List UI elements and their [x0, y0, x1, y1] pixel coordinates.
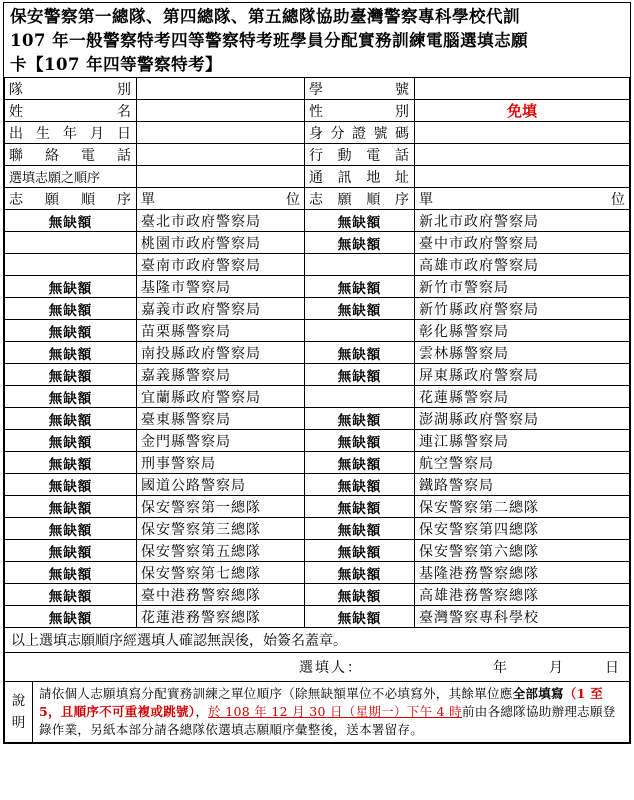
address-input[interactable] — [415, 166, 630, 188]
unit-row — [5, 342, 630, 364]
left-order-cell[interactable]: 無缺額 — [5, 474, 137, 496]
left-unit-name: 保安警察第三總隊 — [137, 518, 305, 540]
unit-row — [5, 408, 630, 430]
note-red-order: （1 至 5，且順序不可重複或跳號） — [39, 686, 604, 719]
right-order-cell[interactable] — [305, 254, 415, 276]
left-order-cell[interactable]: 無缺額 — [5, 496, 137, 518]
date-fields — [493, 657, 625, 677]
order-input[interactable] — [137, 166, 305, 188]
header-order-right: 志願順序 — [305, 188, 415, 210]
unit-row — [5, 474, 630, 496]
right-unit-name: 澎湖縣政府警察局 — [415, 408, 630, 430]
left-unit-name: 刑事警察局 — [137, 452, 305, 474]
unit-row — [5, 320, 630, 342]
left-order-cell[interactable]: 無缺額 — [5, 562, 137, 584]
phone-label: 聯絡電話 — [5, 144, 137, 166]
id-input[interactable] — [415, 122, 630, 144]
name-label: 姓名 — [5, 100, 137, 122]
left-order-cell[interactable]: 無缺額 — [5, 584, 137, 606]
left-order-cell[interactable]: 無缺額 — [5, 606, 137, 628]
right-order-cell[interactable]: 無缺額 — [305, 232, 415, 254]
team-label: 隊別 — [5, 78, 137, 100]
right-unit-name: 基隆港務警察總隊 — [415, 562, 630, 584]
right-unit-name: 連江縣警察局 — [415, 430, 630, 452]
left-unit-name: 桃園市政府警察局 — [137, 232, 305, 254]
left-unit-name: 南投縣政府警察局 — [137, 342, 305, 364]
title-line-1: 保安警察第一總隊、第四總隊、第五總隊協助臺灣警察專科學校代訓 — [10, 7, 520, 26]
right-unit-name: 保安警察第二總隊 — [415, 496, 630, 518]
right-order-cell[interactable]: 無缺額 — [305, 496, 415, 518]
unit-row — [5, 540, 630, 562]
unit-row — [5, 584, 630, 606]
signature-row — [5, 653, 630, 682]
left-unit-name: 金門縣警察局 — [137, 430, 305, 452]
unit-row — [5, 298, 630, 320]
unit-row — [5, 210, 630, 232]
unit-row — [5, 276, 630, 298]
right-order-cell[interactable] — [305, 386, 415, 408]
note-part-2: ， — [195, 704, 209, 719]
left-order-cell[interactable]: 無缺額 — [5, 364, 137, 386]
note-label-2: 明 — [11, 715, 26, 731]
right-order-cell[interactable]: 無缺額 — [305, 210, 415, 232]
left-unit-name: 嘉義縣警察局 — [137, 364, 305, 386]
left-unit-name: 臺南市政府警察局 — [137, 254, 305, 276]
unit-row — [5, 562, 630, 584]
row-order — [5, 166, 630, 188]
mobile-label: 行動電話 — [305, 144, 415, 166]
note-text — [33, 682, 630, 743]
right-order-cell[interactable] — [305, 320, 415, 342]
unit-list — [5, 210, 630, 628]
year-label: 年 — [493, 660, 507, 676]
unit-row — [5, 364, 630, 386]
right-order-cell[interactable]: 無缺額 — [305, 298, 415, 320]
right-unit-name: 屏東縣政府警察局 — [415, 364, 630, 386]
right-order-cell[interactable]: 無缺額 — [305, 518, 415, 540]
phone-input[interactable] — [137, 144, 305, 166]
note-label-1: 說 — [11, 693, 26, 709]
row-name — [5, 100, 630, 122]
confirm-row — [5, 628, 630, 653]
unit-row — [5, 606, 630, 628]
right-unit-name: 彰化縣警察局 — [415, 320, 630, 342]
note-bold: 全部填寫 — [512, 686, 564, 701]
left-unit-name: 臺東縣警察局 — [137, 408, 305, 430]
right-order-cell[interactable]: 無缺額 — [305, 540, 415, 562]
right-order-cell[interactable]: 無缺額 — [305, 364, 415, 386]
right-unit-name: 臺灣警察專科學校 — [415, 606, 630, 628]
right-unit-name: 航空警察局 — [415, 452, 630, 474]
header-unit-left — [137, 188, 305, 210]
student-id-input[interactable] — [415, 78, 630, 100]
team-input[interactable] — [137, 78, 305, 100]
title-line-3: 卡【107 年四等警察特考】 — [10, 55, 223, 74]
left-order-cell[interactable]: 無缺額 — [5, 298, 137, 320]
right-unit-name: 臺中市政府警察局 — [415, 232, 630, 254]
left-unit-name: 基隆市警察局 — [137, 276, 305, 298]
left-order-cell[interactable]: 無缺額 — [5, 320, 137, 342]
birth-label: 出生年月日 — [5, 122, 137, 144]
row-phone — [5, 144, 630, 166]
right-unit-name: 雲林縣警察局 — [415, 342, 630, 364]
left-order-cell[interactable]: 無缺額 — [5, 408, 137, 430]
left-unit-name: 宜蘭縣政府警察局 — [137, 386, 305, 408]
unit-row — [5, 496, 630, 518]
left-order-cell[interactable]: 無缺額 — [5, 386, 137, 408]
left-order-cell[interactable]: 無缺額 — [5, 210, 137, 232]
student-id-label: 學號 — [305, 78, 415, 100]
form-table — [4, 77, 630, 682]
left-unit-name: 苗栗縣警察局 — [137, 320, 305, 342]
left-order-cell[interactable]: 無缺額 — [5, 276, 137, 298]
note-part-1: 請依個人志願填寫分配實務訓練之單位順序（除無缺額單位不必填寫外，其餘單位應 — [39, 686, 513, 701]
birth-input[interactable] — [137, 122, 305, 144]
signature-cell — [5, 653, 630, 682]
note-part-3: 前由各總隊協助辦理志願登錄作業，另紙本部分請各總隊依選填志願順序彙整後，送本署留存。 — [39, 704, 616, 737]
unit-row — [5, 232, 630, 254]
left-order-cell[interactable] — [5, 254, 137, 276]
unit-row — [5, 452, 630, 474]
note-deadline: 於 108 年 12 月 30 日（星期一）下午 4 時 — [208, 704, 462, 719]
mobile-input[interactable] — [415, 144, 630, 166]
header-unit-right-1: 單 — [419, 191, 433, 208]
confirm-text: 以上選填志願順序經選填人確認無誤後，始簽名蓋章。 — [5, 628, 630, 653]
left-unit-name: 嘉義市政府警察局 — [137, 298, 305, 320]
unit-row — [5, 430, 630, 452]
right-unit-name: 保安警察第六總隊 — [415, 540, 630, 562]
name-input[interactable] — [137, 100, 305, 122]
right-order-cell[interactable]: 無缺額 — [305, 342, 415, 364]
header-unit-left-2: 位 — [286, 191, 300, 208]
form-page — [3, 2, 631, 744]
note-table — [4, 681, 630, 743]
form-title — [4, 3, 630, 77]
right-order-cell[interactable]: 無缺額 — [305, 606, 415, 628]
gender-exempt-note: 免填 — [415, 100, 630, 122]
right-unit-name: 高雄市政府警察局 — [415, 254, 630, 276]
left-order-cell[interactable]: 無缺額 — [5, 540, 137, 562]
right-unit-name: 花蓮縣警察局 — [415, 386, 630, 408]
title-line-2: 107 年一般警察特考四等警察特考班學員分配實務訓練電腦選填志願 — [10, 31, 529, 50]
left-order-cell[interactable] — [5, 232, 137, 254]
left-unit-name: 臺北市政府警察局 — [137, 210, 305, 232]
list-header-row — [5, 188, 630, 210]
right-unit-name: 高雄港務警察總隊 — [415, 584, 630, 606]
unit-row — [5, 386, 630, 408]
signer-label: 選填人： — [299, 660, 363, 676]
day-label: 日 — [605, 660, 619, 676]
right-order-cell[interactable]: 無缺額 — [305, 452, 415, 474]
right-order-cell[interactable]: 無缺額 — [305, 408, 415, 430]
right-order-cell[interactable]: 無缺額 — [305, 474, 415, 496]
note-row — [5, 682, 630, 743]
unit-row — [5, 254, 630, 276]
right-unit-name: 新竹市警察局 — [415, 276, 630, 298]
left-order-cell[interactable]: 無缺額 — [5, 342, 137, 364]
order-label: 選填志願之順序 — [5, 166, 137, 188]
right-unit-name: 新北市政府警察局 — [415, 210, 630, 232]
right-order-cell[interactable]: 無缺額 — [305, 584, 415, 606]
header-unit-right-2: 位 — [611, 191, 625, 208]
right-order-cell[interactable]: 無缺額 — [305, 276, 415, 298]
address-label: 通訊地址 — [305, 166, 415, 188]
right-unit-name: 鐵路警察局 — [415, 474, 630, 496]
left-order-cell[interactable]: 無缺額 — [5, 518, 137, 540]
right-order-cell[interactable]: 無缺額 — [305, 562, 415, 584]
right-unit-name: 新竹縣政府警察局 — [415, 298, 630, 320]
left-unit-name: 臺中港務警察總隊 — [137, 584, 305, 606]
right-unit-name: 保安警察第四總隊 — [415, 518, 630, 540]
header-unit-right — [415, 188, 630, 210]
id-label: 身分證號碼 — [305, 122, 415, 144]
left-unit-name: 保安警察第五總隊 — [137, 540, 305, 562]
row-team — [5, 78, 630, 100]
note-label — [5, 682, 33, 743]
right-order-cell[interactable]: 無缺額 — [305, 430, 415, 452]
left-order-cell[interactable]: 無缺額 — [5, 452, 137, 474]
left-unit-name: 國道公路警察局 — [137, 474, 305, 496]
row-birth — [5, 122, 630, 144]
left-unit-name: 保安警察第一總隊 — [137, 496, 305, 518]
gender-label: 性別 — [305, 100, 415, 122]
month-label: 月 — [549, 660, 563, 676]
header-order-left: 志願順序 — [5, 188, 137, 210]
left-order-cell[interactable]: 無缺額 — [5, 430, 137, 452]
left-unit-name: 花蓮港務警察總隊 — [137, 606, 305, 628]
unit-row — [5, 518, 630, 540]
left-unit-name: 保安警察第七總隊 — [137, 562, 305, 584]
header-unit-left-1: 單 — [141, 191, 155, 208]
